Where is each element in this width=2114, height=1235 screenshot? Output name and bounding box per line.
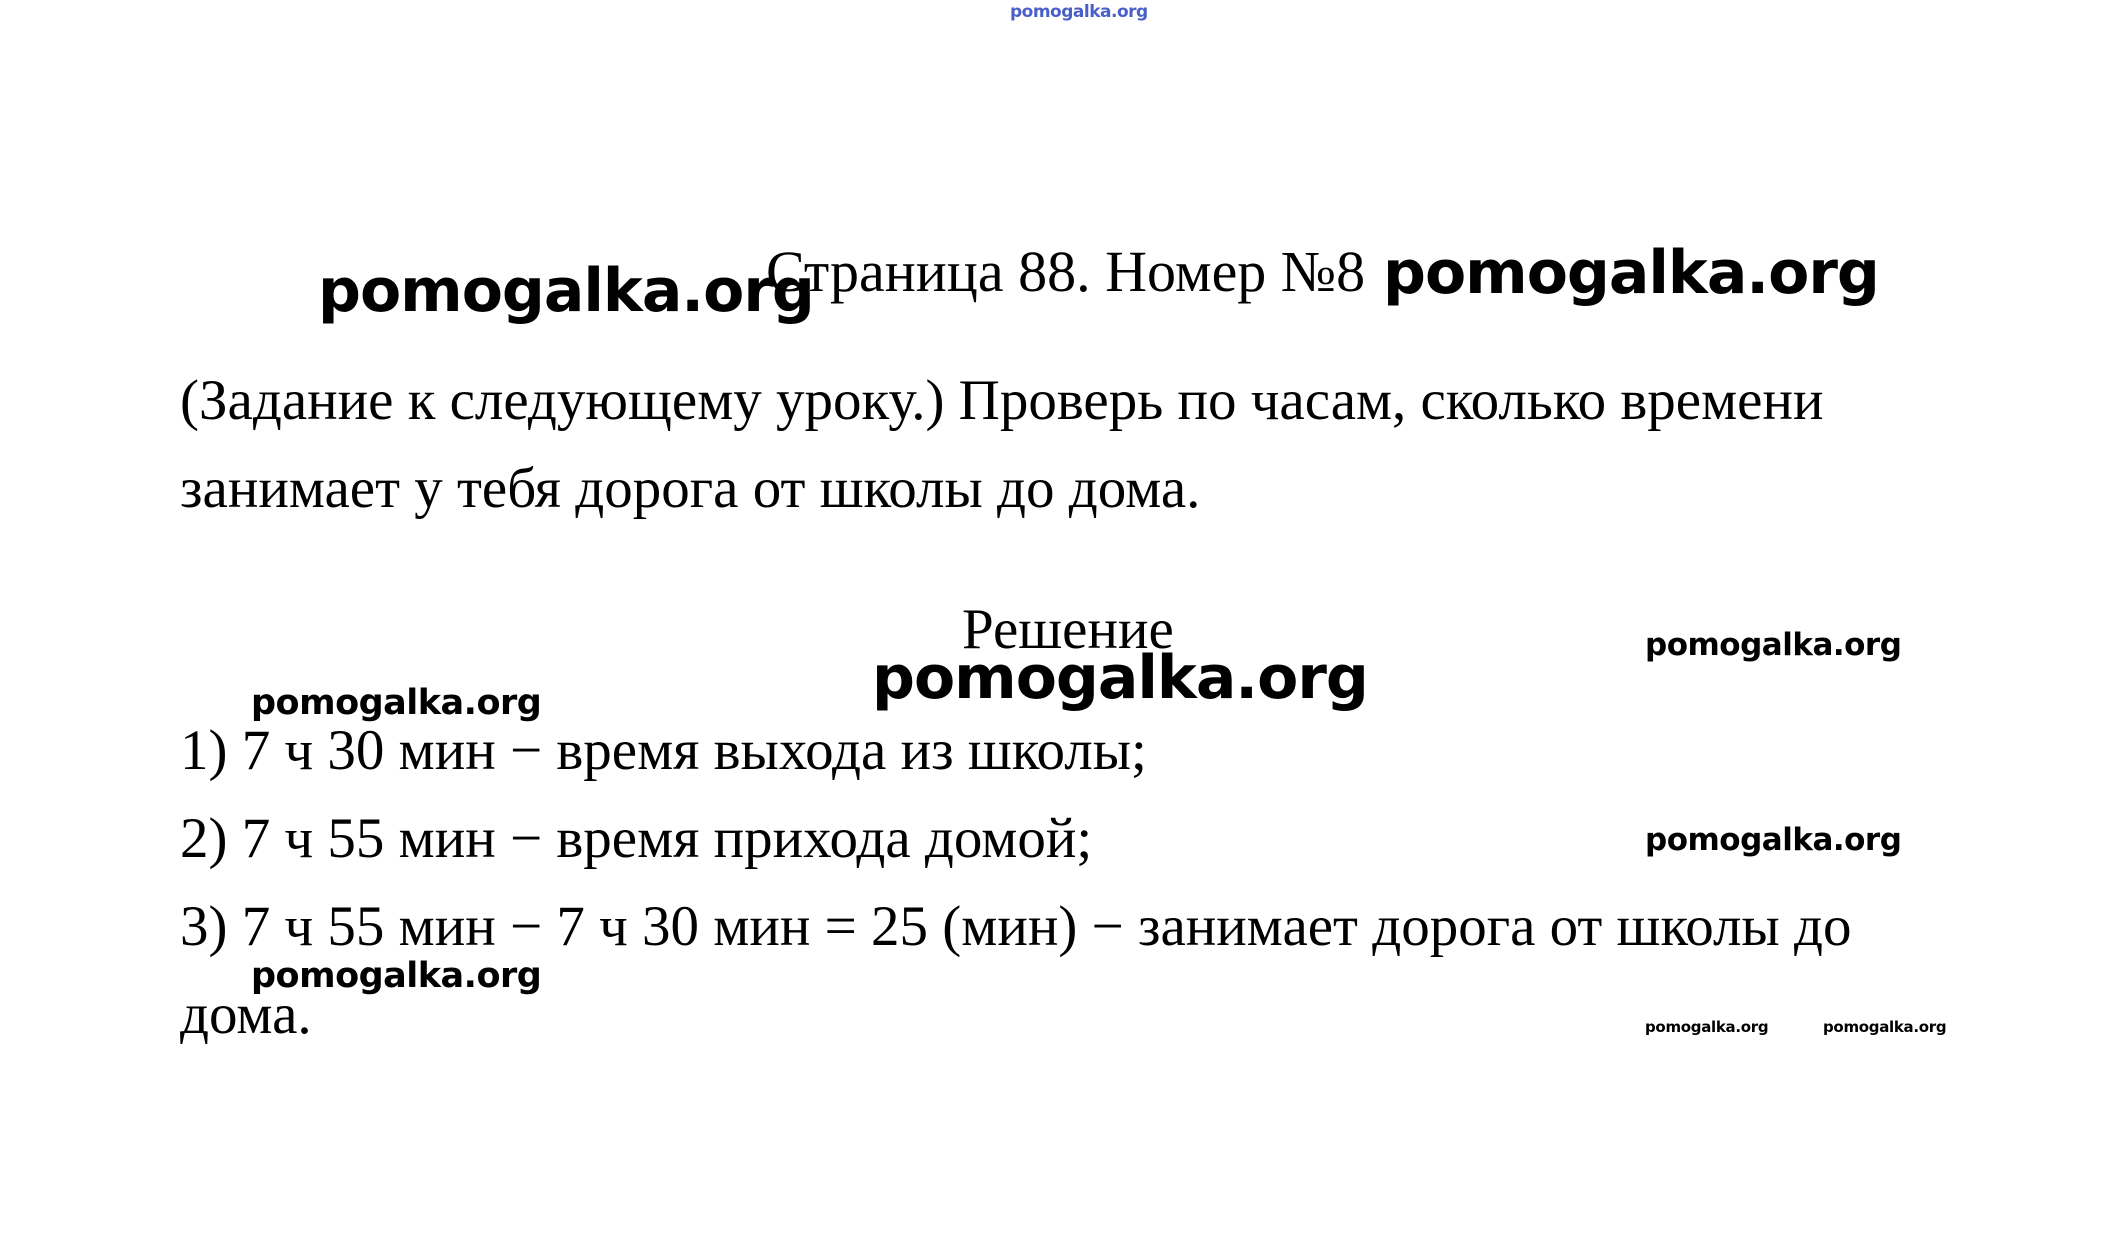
watermark: pomogalka.org — [318, 256, 814, 326]
watermark: pomogalka.org — [872, 643, 1368, 713]
watermark: pomogalka.org — [1645, 1018, 1769, 1036]
solution-heading: Решение — [962, 598, 1174, 661]
page-title: Страница 88. Номер №8 — [766, 239, 1366, 304]
top-site-link[interactable]: pomogalka.org — [1010, 2, 1148, 22]
solution-step: 2) 7 ч 55 мин − время прихода домой; — [180, 807, 1093, 870]
watermark: pomogalka.org — [251, 683, 542, 723]
watermark: pomogalka.org — [1823, 1018, 1947, 1036]
watermark: pomogalka.org — [1645, 822, 1902, 858]
watermark: pomogalka.org — [1383, 238, 1879, 308]
watermark: pomogalka.org — [251, 956, 542, 996]
watermark: pomogalka.org — [1645, 627, 1902, 663]
solution-step: 3) 7 ч 55 мин − 7 ч 30 мин = 25 (мин) − занимает дорога от школы до — [180, 895, 1852, 958]
solution-step: 1) 7 ч 30 мин − время выхода из школы; — [180, 719, 1147, 782]
task-text-line: (Задание к следующему уроку.) Проверь по часам, сколько времени — [180, 369, 1824, 432]
solution-step: дома. — [180, 983, 312, 1046]
task-text-line: занимает у тебя дорога от школы до дома. — [180, 457, 1201, 520]
